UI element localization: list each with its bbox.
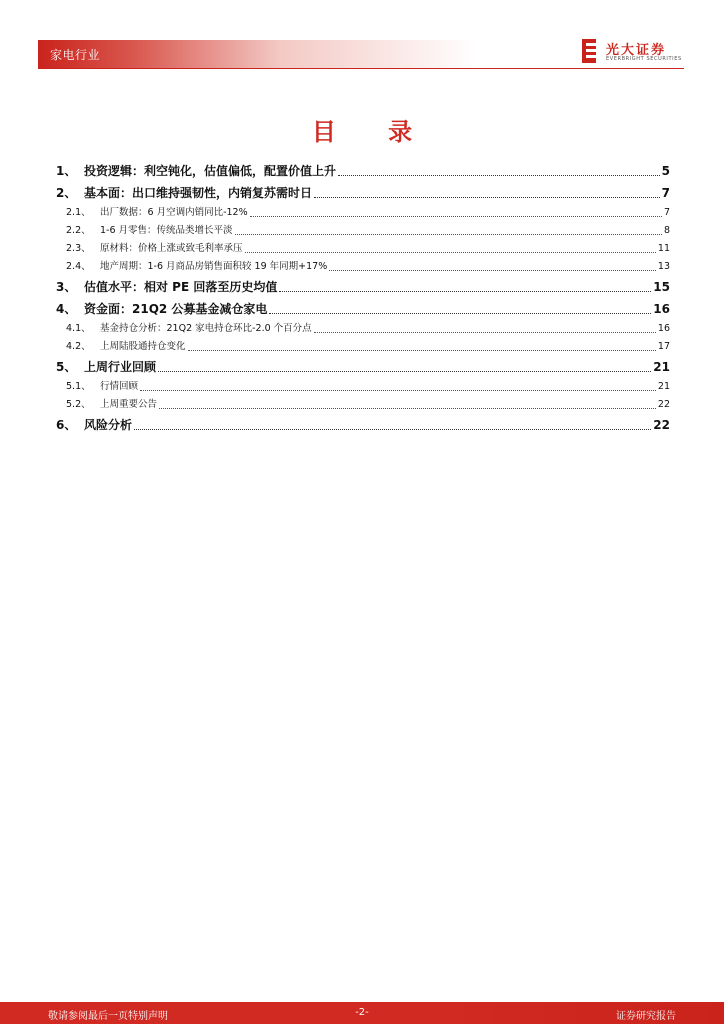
toc-entry-title: 上周行业回顾 (84, 360, 157, 374)
toc-entry[interactable] (56, 396, 670, 414)
toc-leader-dots (338, 175, 660, 176)
toc-entry-title: 1-6 月零售：传统品类增长平淡 (100, 225, 233, 236)
toc-entry-title: 行情回顾 (100, 381, 139, 392)
toc-entry-number: 4.2、 (66, 341, 91, 352)
toc-entry-number: 5.2、 (66, 399, 91, 410)
toc-entry-number: 4.1、 (66, 323, 91, 334)
toc-entry-page: 16 (653, 302, 670, 316)
toc-entry[interactable] (56, 160, 670, 182)
toc-entry-page: 5 (661, 164, 670, 178)
toc-entry-title: 风险分析 (84, 418, 133, 432)
toc-entry-number: 3、 (56, 280, 77, 294)
toc-entry-page: 13 (657, 261, 670, 272)
toc-entry-title: 出厂数据：6 月空调内销同比-12% (100, 207, 248, 218)
toc-entry-page: 7 (663, 207, 670, 218)
toc-entry[interactable] (56, 276, 670, 298)
toc-leader-dots (279, 291, 651, 292)
toc-entry-number: 1、 (56, 164, 77, 178)
toc-leader-dots (188, 350, 656, 351)
toc-entry-title: 上周重要公告 (100, 399, 158, 410)
toc-entry-title: 估值水平：相对 PE 回落至历史均值 (84, 280, 278, 294)
toc-entry-number: 5、 (56, 360, 77, 374)
toc-entry-page: 11 (657, 243, 670, 254)
toc-entry-page: 16 (657, 323, 670, 334)
toc-entry[interactable] (56, 182, 670, 204)
toc-leader-dots (159, 408, 656, 409)
toc-entry-page: 21 (657, 381, 670, 392)
toc-entry[interactable] (56, 356, 670, 378)
toc-entry-number: 2.3、 (66, 243, 91, 254)
toc-leader-dots (250, 216, 662, 217)
toc-entry-title: 资金面：21Q2 公募基金减仓家电 (84, 302, 268, 316)
toc-entry-title: 上周陆股通持仓变化 (100, 341, 186, 352)
toc-leader-dots (235, 234, 662, 235)
toc-entry[interactable] (56, 298, 670, 320)
toc-leader-dots (158, 371, 651, 372)
page-title: 目 录 (311, 118, 435, 146)
toc-entry[interactable] (56, 414, 670, 436)
section-label: 家电行业 (50, 48, 101, 62)
toc-entry-page: 15 (653, 280, 670, 294)
toc-leader-dots (329, 270, 656, 271)
footer-disclaimer: 敬请参阅最后一页特别声明 (48, 1011, 168, 1022)
logo-subtitle: EVERBRIGHT SECURITIES (606, 56, 682, 62)
toc-entry-number: 2.2、 (66, 225, 91, 236)
toc-entry[interactable] (56, 338, 670, 356)
toc-entry[interactable] (56, 320, 670, 338)
toc-entry-number: 6、 (56, 418, 77, 432)
toc-entry[interactable] (56, 258, 670, 276)
toc-leader-dots (314, 197, 660, 198)
toc-leader-dots (140, 390, 656, 391)
toc-entry-title: 原材料：价格上涨或致毛利率承压 (100, 243, 243, 254)
logo-name: 光大证券 (606, 43, 667, 58)
header-band (38, 40, 478, 68)
toc-entry-title: 基本面：出口维持强韧性，内销复苏需时日 (84, 186, 313, 200)
toc-entry[interactable] (56, 378, 670, 396)
toc-entry-title: 基金持仓分析：21Q2 家电持仓环比-2.0 个百分点 (100, 323, 312, 334)
toc-entry-page: 22 (657, 399, 670, 410)
page-number: -2- (355, 1007, 369, 1018)
toc-entry-page: 7 (661, 186, 670, 200)
toc-entry-number: 5.1、 (66, 381, 91, 392)
header-rule (38, 68, 684, 69)
toc-entry-page: 21 (653, 360, 670, 374)
toc-entry-number: 2.4、 (66, 261, 91, 272)
toc-leader-dots (314, 332, 656, 333)
company-logo (580, 38, 690, 66)
toc-entry-page: 17 (657, 341, 670, 352)
toc-entry-page: 8 (663, 225, 670, 236)
toc-entry-number: 2.1、 (66, 207, 91, 218)
toc-entry-number: 4、 (56, 302, 77, 316)
toc-entry-title: 投资逻辑：利空钝化，估值偏低，配置价值上升 (84, 164, 337, 178)
toc-leader-dots (269, 313, 651, 314)
toc-entry-title: 地产周期：1-6 月商品房销售面积较 19 年同期+17% (100, 261, 328, 272)
toc-entry[interactable] (56, 240, 670, 258)
toc-entry[interactable] (56, 204, 670, 222)
toc-entry-page: 22 (653, 418, 670, 432)
toc-leader-dots (245, 252, 656, 253)
table-of-contents (56, 160, 670, 436)
toc-entry-number: 2、 (56, 186, 77, 200)
logo-mark-icon (580, 38, 600, 64)
toc-leader-dots (134, 429, 651, 430)
footer-report-type: 证券研究报告 (616, 1011, 676, 1022)
toc-entry[interactable] (56, 222, 670, 240)
